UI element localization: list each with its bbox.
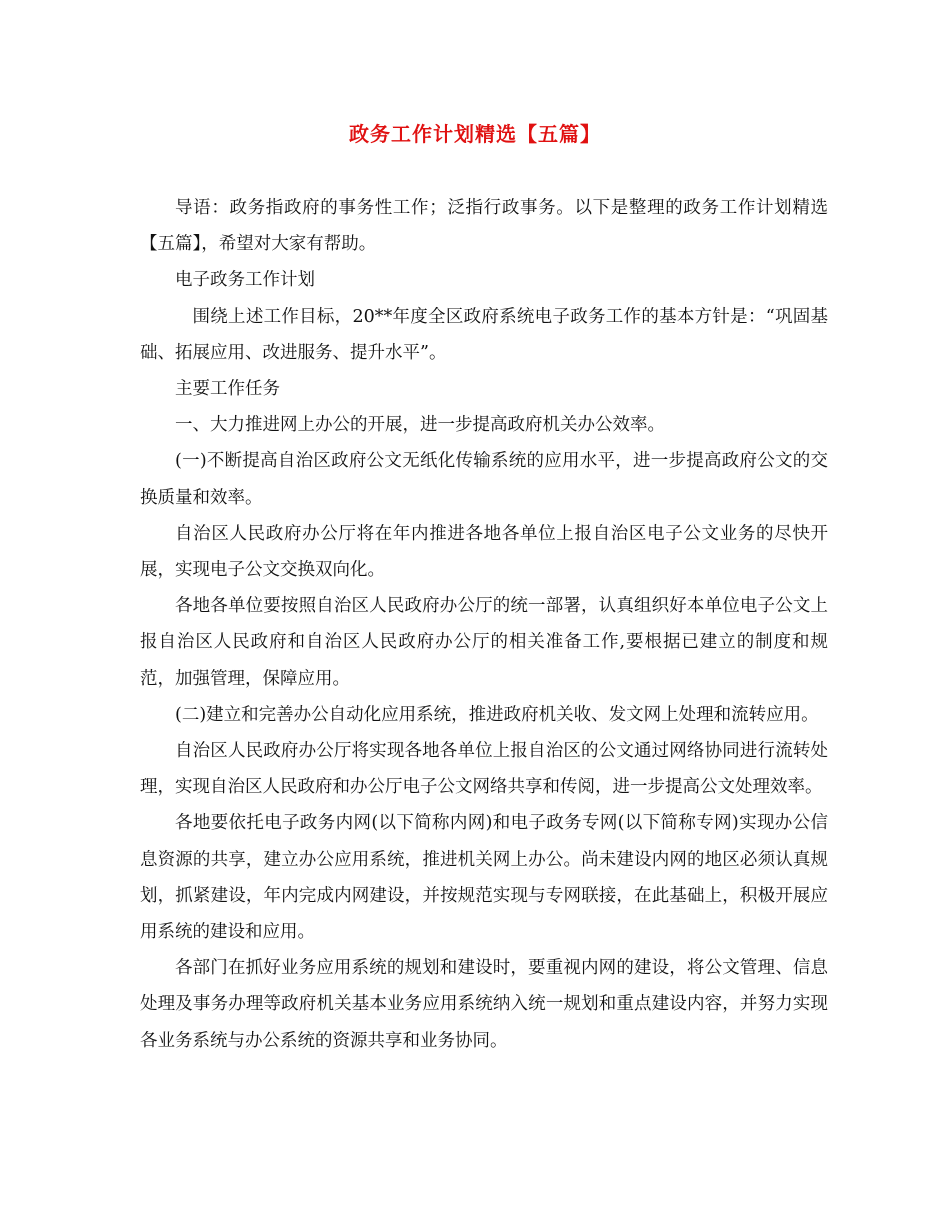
document-title: 政务工作计划精选【五篇】 xyxy=(349,122,601,146)
body-paragraph: 各地要依托电子政务内网(以下简称内网)和电子政务专网(以下简称专网)实现办公信息资源的共享，建立办公应用系统，推进机关网上办公。尚未建设内网的地区必须认真规划，抓紧建设，年内完成内网建设，并按规范实现与专网联接，在此基础上，积极开展应用系统的建设和应用。 xyxy=(140,813,828,943)
body-paragraph: 自治区人民政府办公厅将实现各地各单位上报自治区的公文通过网络协同进行流转处理，实现自治区人民政府和办公厅电子公文网络共享和传阅，进一步提高公文处理效率。 xyxy=(140,741,828,798)
body-paragraph: (二)建立和完善办公自动化应用系统，推进政府机关收、发文网上处理和流转应用。 xyxy=(175,704,819,725)
body-paragraph: 围绕上述工作目标，20**年度全区政府系统电子政务工作的基本方针是：“巩固基础、拓展应用、改进服务、提升水平”。 xyxy=(140,306,828,363)
section-heading: 电子政务工作计划 xyxy=(175,270,315,291)
body-paragraph: 自治区人民政府办公厅将在年内推进各地各单位上报自治区电子公文业务的尽快开展，实现电子公文交换双向化。 xyxy=(140,523,828,581)
body-paragraph: 各部门在抓好业务应用系统的规划和建设时，要重视内网的建设，将公文管理、信息处理及事务办理等政府机关基本业务应用系统纳入统一规划和重点建设内容，并努力实现各业务系统与办公系统的资源共享和业务协同。 xyxy=(140,958,828,1051)
intro-paragraph: 导语：政务指政府的事务性工作；泛指行政事务。以下是整理的政务工作计划精选【五篇】，希望对大家有帮助。 xyxy=(140,198,828,255)
document-body xyxy=(140,190,828,1059)
section-heading: 主要工作任务 xyxy=(175,379,280,400)
body-paragraph: 各地各单位要按照自治区人民政府办公厅的统一部署，认真组织好本单位电子公文上报自治区人民政府和自治区人民政府办公厅的相关准备工作,要根据已建立的制度和规范，加强管理，保障应用。 xyxy=(140,596,828,689)
body-paragraph: (一)不断提高自治区政府公文无纸化传输系统的应用水平，进一步提高政府公文的交换质量和效率。 xyxy=(140,451,828,508)
body-paragraph: 一、大力推进网上办公的开展，进一步提高政府机关办公效率。 xyxy=(175,415,665,436)
